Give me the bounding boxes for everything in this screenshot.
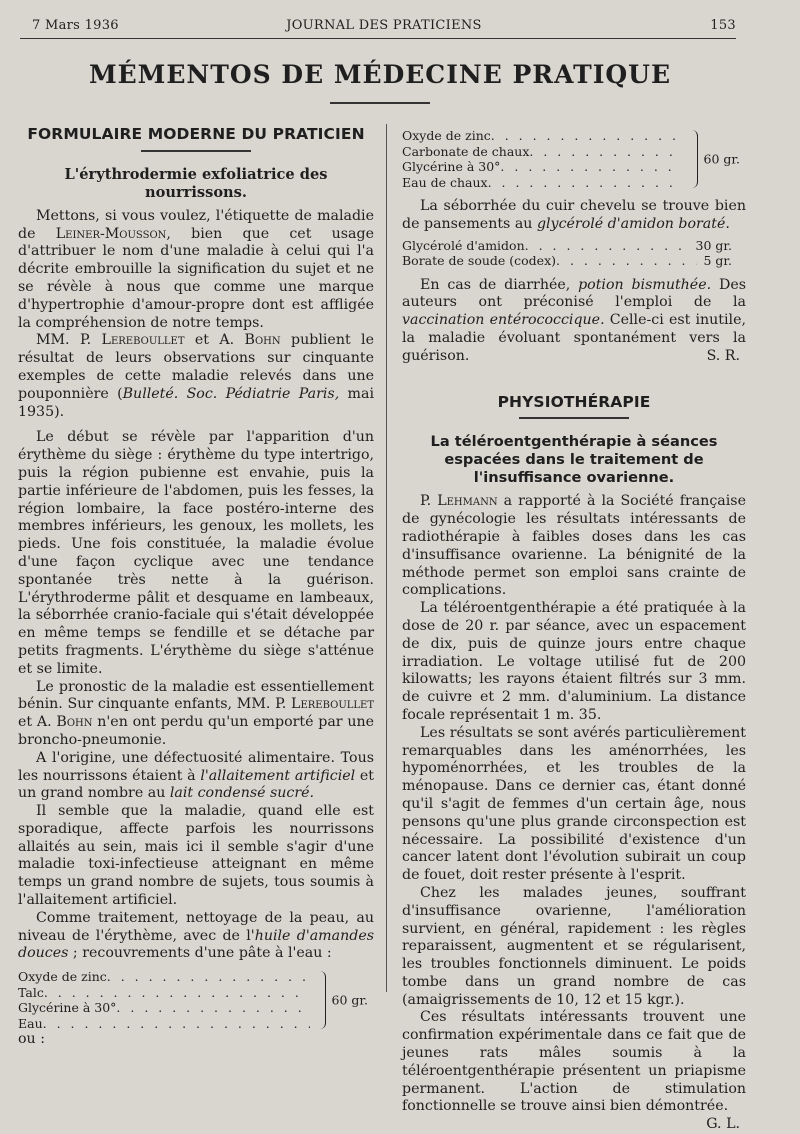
running-header — [32, 18, 736, 38]
title-rule — [330, 102, 430, 104]
paragraph: Les résultats se sont avérés particulièrement remarquables dans les aménorrhées, les hypoménorrhées, et les troubles de la ménopause. Dans ce dernier cas, étant donné qu'il s'agit de femmes d'un certain âge, nous pensons qu'une plus grande circonspection est nécessaire. La possibilité d'existence d'un cancer latent dont l'évolution subirait un coup de fouet, doit rester présente à l'esprit. — [402, 724, 746, 884]
signature: S. R. — [706, 347, 740, 364]
article-subtitle: L'érythrodermie exfoliatrice des nourrissons. — [64, 165, 328, 201]
brace — [319, 971, 326, 1029]
section-heading-formulaire: FORMULAIRE MODERNE DU PRATICIEN — [27, 125, 365, 143]
paragraph: Le début se révèle par l'apparition d'un érythème du siège : érythème du type intertrigo, puis la région pubienne est envahie, puis la partie inférieure de l'abdomen, puis les fesses, la région lombaire, la face postéro-interne des membres inférieurs, les genoux, les mollets, les pieds. Une fois constituée, la maladie évolue d'une façon cyclique avec une tendance spontanée très nette à la guérison. L'érythroderme pâlit et desquame en lambeaux, la séborrhée cranio-faciale qui s'était développée en même temps se fendille et se détache par petits fragments. L'érythème du siège s'atténue et se limite. — [18, 429, 374, 677]
or-text: ou : — [18, 1031, 45, 1048]
signature: G. L. — [706, 1116, 740, 1133]
page-number: 153 — [710, 18, 736, 33]
recipe-paste-2: Oxyde de zinc . . . Carbonate de chaux . . . Glycérine à 30° . . . Eau de chaux . . . 60 gr. — [402, 128, 746, 190]
header-rule — [20, 38, 736, 39]
article-subtitle: La téléroentgenthérapie à séances espacées dans le traitement de l'insuffisance ovarienne. — [430, 433, 718, 487]
column-divider — [386, 124, 387, 992]
issue-date: 7 Mars 1936 — [32, 18, 119, 33]
paragraph: Mettons, si vous voulez, l'étiquette de maladie de Leiner-Mousson, bien que cet usage d'attribuer le nom d'une maladie à celui qui l'a décrite embrouille la signification du sujet et ne se révèle à nous que comme une marque d'hypertrophie d'amour-propre dont est affligée la compréhension de notre temps. — [18, 207, 374, 331]
paragraph: Chez les malades jeunes, souffrant d'insuffisance ovarienne, l'amélioration survient, en général, rapidement : les règles reparaissent, augmentent et se régularisent, les troubles fonctionnels diminuent. Le poids tombe dans un grand nombre de cas (amaigrissements de 10, 12 et 15 kgr.). — [402, 884, 746, 1008]
paragraph: Comme traitement, nettoyage de la peau, au niveau de l'érythème, avec de l'huile d'amandes douces ; recouvrements d'une pâte à l'eau : — [18, 909, 374, 962]
right-column — [402, 128, 746, 1134]
left-column — [18, 126, 374, 1049]
paragraph: La séborrhée du cuir chevelu se trouve bien de pansements au glycérolé d'amidon boraté. — [402, 198, 746, 232]
paragraph: Il semble que la maladie, quand elle est sporadique, affecte parfois les nourrissons allaités au sein, mais ici il semble s'agir d'une maladie toxi-infectieuse atteignant en même temps un grand nombre de sujets, tous soumis à l'allaitement artificiel. — [18, 803, 374, 909]
recipe-quantity: 60 gr. — [331, 992, 368, 1008]
paragraph: Le pronostic de la maladie est essentiellement bénin. Sur cinquante enfants, MM. P. Lereboullet et A. Bohn n'en ont perdu qu'un emporté par une broncho-pneumonie. — [18, 678, 375, 748]
paragraph: MM. P. Lereboullet et A. Bohn publient le résultat de leurs observations sur cinquante exemples de cette maladie relevés dans une pouponnière (Bulleté. Soc. Pédiatrie Paris, mai 1935). — [18, 332, 374, 420]
recipe-quantity: 60 gr. — [703, 151, 740, 167]
paragraph: P. Lehmann a rapporté à la Société française de gynécologie les résultats intéressants de radiothérapie à faibles doses dans les cas d'insuffisance ovarienne. La bénignité de la méthode permet son emploi sans crainte de complications. — [402, 493, 746, 599]
brace — [691, 130, 698, 188]
paragraph: En cas de diarrhée, potion bismuthée. Des auteurs ont préconisé l'emploi de la vaccination entérococcique. Celle-ci est inutile, la maladie évoluant spontanément vers la guérison. S. R. — [402, 276, 746, 364]
page-title: MÉMENTOS DE MÉDECINE PRATIQUE — [88, 60, 672, 89]
section-heading-physiotherapie: PHYSIOTHÉRAPIE — [497, 392, 651, 411]
recipe-glycerole: Glycérolé d'amidon . . . 30 gr. Borate de soude (codex) . . . 5 gr. — [402, 238, 746, 269]
paragraph: La téléroentgenthérapie a été pratiquée à la dose de 20 r. par séance, avec un espacement de dix, puis de quinze jours entre chaque irradiation. Le voltage utilisé fut de 200 kilowatts; les rayons étaient filtrés sur 3 mm. de cuivre et 2 mm. d'aluminium. La distance focale représentait 1 m. 35. — [402, 600, 746, 723]
paragraph: Ces résultats intéressants trouvent une confirmation expérimentale dans ce fait que de jeunes rats mâles soumis à la téléroentgenthérapie présentent un priapisme permanent. L'action de stimulation fonctionnelle se trouve ainsi bien démontrée. G. L. — [402, 1009, 746, 1133]
journal-name: JOURNAL DES PRATICIENS — [286, 18, 482, 33]
recipe-paste: Oxyde de zinc . . . Talc . . . Glycérine à 30° . . . Eau . . . 60 gr. — [18, 969, 374, 1031]
paragraph: A l'origine, une défectuosité alimentaire. Tous les nourrissons étaient à l'allaitement artificiel et un grand nombre au lait condensé sucré. — [18, 749, 375, 802]
